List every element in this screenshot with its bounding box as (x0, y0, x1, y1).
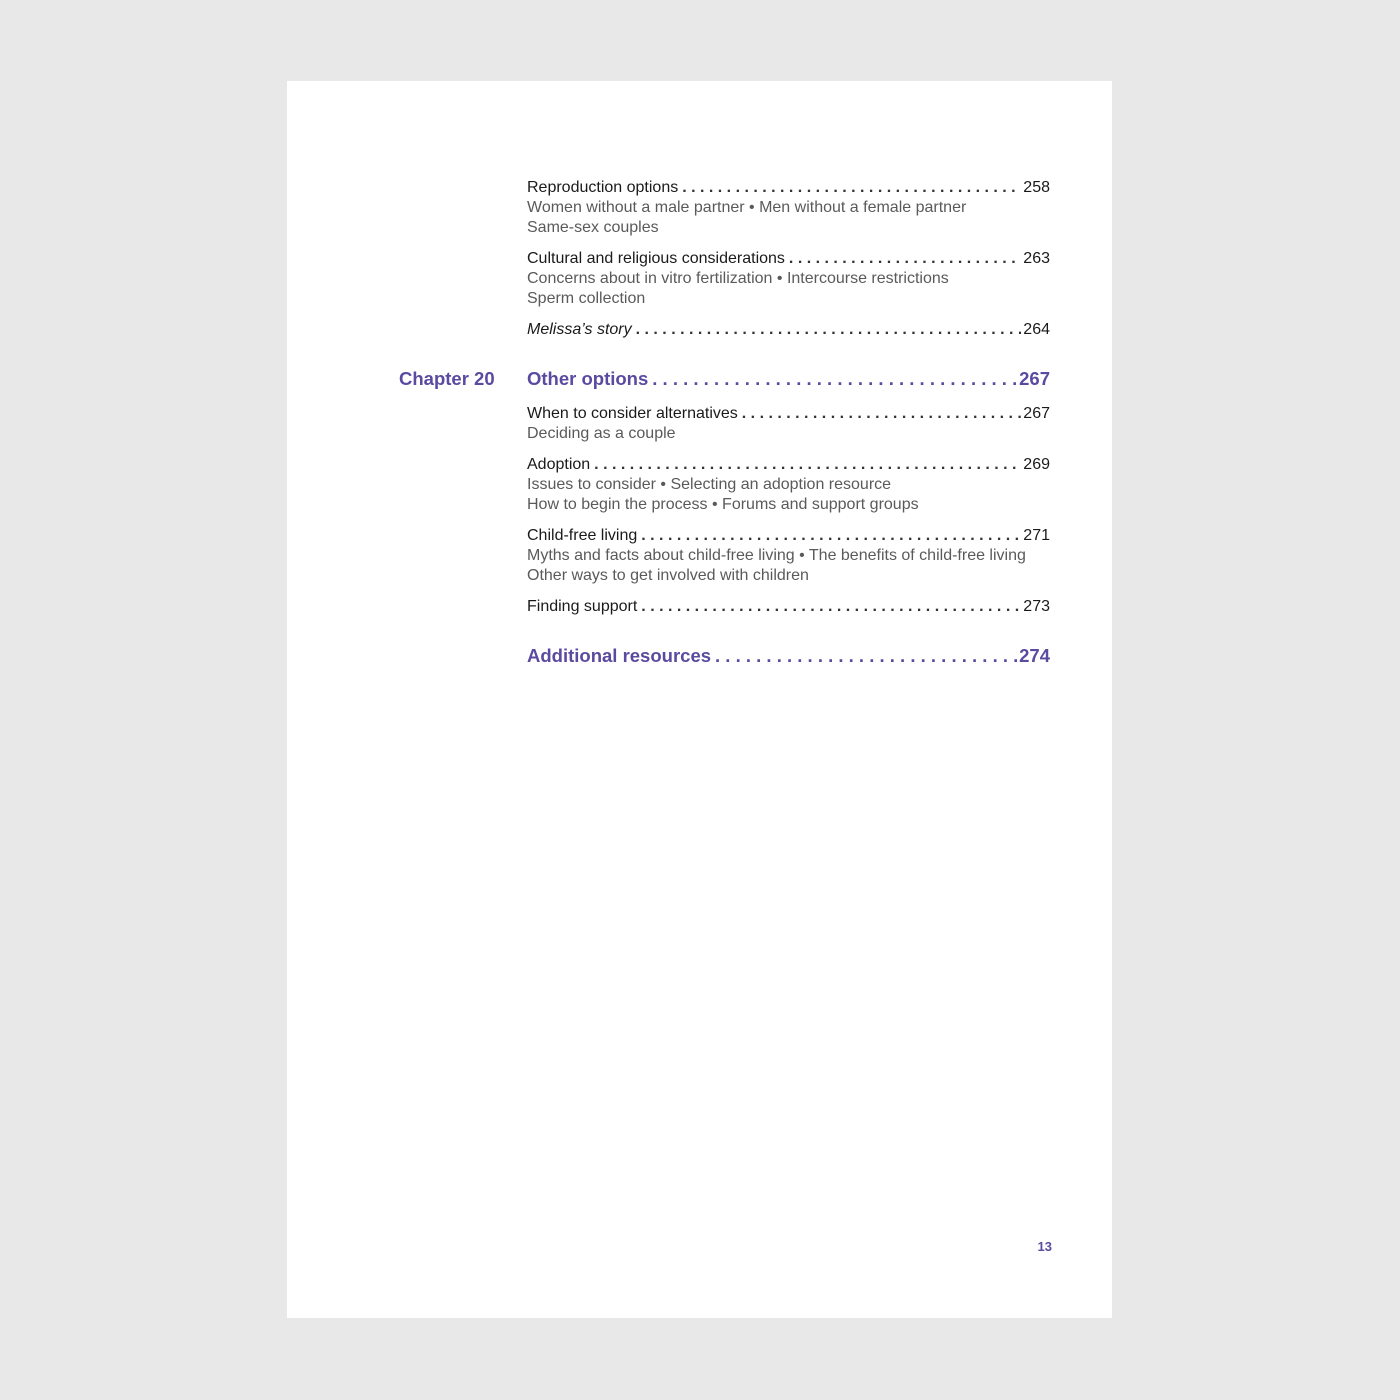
dot-leader (594, 455, 1021, 475)
dot-leader (636, 320, 1022, 340)
toc-subentry: How to begin the process • Forums and support groups (527, 495, 919, 513)
chapter-title: Other options (527, 368, 649, 389)
toc-entry-when-to-consider (527, 404, 1050, 444)
toc-entry-title: Adoption (527, 456, 591, 473)
toc-entry-page: 273 (1023, 598, 1050, 615)
toc-entry-title: When to consider alternatives (527, 405, 738, 422)
toc-entry-title: Reproduction options (527, 179, 679, 196)
toc-subentry: Myths and facts about child-free living • The benefits of child-free living (527, 547, 1026, 564)
toc-subentry: Same-sex couples (527, 218, 659, 236)
toc-entry-melissas-story (527, 320, 1050, 340)
toc-entry-page: 258 (1023, 179, 1050, 196)
toc-entry-title: Finding support (527, 598, 638, 615)
chapter-page: 267 (1019, 368, 1050, 389)
toc-entry-title: Child-free living (527, 527, 638, 544)
document-page (287, 81, 1112, 1318)
toc-subentry: Issues to consider • Selecting an adoption resource (527, 476, 892, 493)
dot-leader (641, 526, 1021, 546)
additional-title: Additional resources (527, 645, 712, 666)
toc-subentry: Concerns about in vitro fertilization • Intercourse restrictions (527, 270, 949, 287)
toc-entry-page: 269 (1023, 456, 1050, 473)
page-number: 13 (1037, 1239, 1052, 1254)
toc-entry-page: 264 (1023, 321, 1050, 338)
chapter-label: Chapter 20 (399, 368, 495, 389)
toc-subentry: Sperm collection (527, 289, 646, 307)
toc-subentry: Deciding as a couple (527, 425, 676, 442)
toc-entry-finding-support (527, 597, 1050, 617)
toc-entry-page: 267 (1023, 405, 1050, 422)
dot-leader (789, 249, 1021, 269)
toc-entry-cultural-religious (527, 249, 1050, 308)
additional-page: 274 (1019, 645, 1050, 666)
toc-entry-reproduction-options (527, 178, 1050, 237)
toc-entry-page: 263 (1023, 250, 1050, 267)
dot-leader (742, 404, 1022, 424)
toc-entry-title: Melissa’s story (527, 321, 632, 338)
toc-chapter-heading (527, 368, 1050, 390)
dot-leader (682, 178, 1021, 198)
toc-entry-title: Cultural and religious considerations (527, 250, 785, 267)
dot-leader (715, 645, 1017, 667)
toc-subentry: Women without a male partner • Men without a female partner (527, 199, 967, 216)
toc-additional-resources (527, 645, 1050, 667)
dot-leader (652, 368, 1017, 390)
toc-subentry: Other ways to get involved with children (527, 566, 809, 584)
dot-leader (641, 597, 1021, 617)
toc-entry-page: 271 (1023, 527, 1050, 544)
toc-entry-adoption (527, 455, 1050, 514)
toc-entry-child-free-living (527, 526, 1050, 585)
